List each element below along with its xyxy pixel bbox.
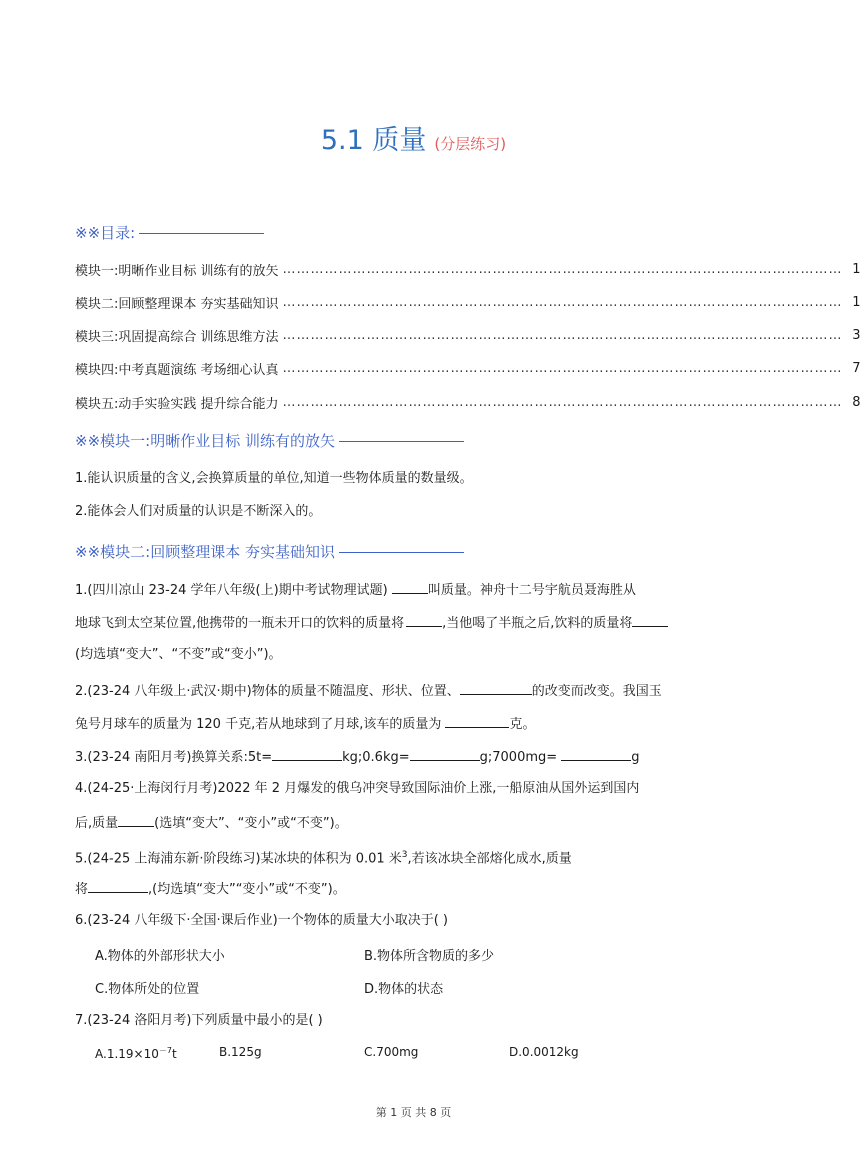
toc-leader-dots: …………………………………………………………………………………………………………: [282, 327, 843, 343]
question-2-line-2: [75, 713, 765, 735]
toc-leader-dots: …………………………………………………………………………………………………………: [282, 394, 843, 410]
q5-text: ,(均选填“变大”“变小”或“不变”)。: [148, 882, 346, 897]
q3-text: g: [631, 750, 640, 765]
q6-option-b[interactable]: B.物体所含物质的多少: [364, 949, 495, 964]
module1-heading-text: ※※模块一:明晰作业目标 训练有的放矢: [75, 432, 335, 450]
question-5-line-2: [75, 878, 765, 900]
toc-item-page: 7: [852, 360, 861, 376]
toc-item[interactable]: [75, 292, 861, 312]
q1-text: ,当他喝了半瓶之后,饮料的质量将: [442, 616, 633, 631]
toc-heading-text: ※※目录:: [75, 224, 136, 242]
q1-blank-2[interactable]: [406, 612, 442, 627]
toc-leader-dots: …………………………………………………………………………………………………………: [282, 294, 843, 310]
q4-blank[interactable]: [118, 812, 154, 827]
toc-heading: [75, 222, 264, 243]
toc-item[interactable]: [75, 392, 861, 412]
q5-text: 将: [75, 882, 89, 897]
question-1-line-2: [75, 612, 765, 634]
question-4-line-1: 4.(24-25·上海闵行月考)2022 年 2 月爆发的俄乌冲突导致国际油价上涨,一船原油从国外运到国内: [75, 781, 640, 796]
q5-blank[interactable]: [88, 878, 148, 893]
goal-2: 2.能体会人们对质量的认识是不断深入的。: [75, 504, 322, 519]
question-3: [75, 746, 765, 768]
title-subtitle: (分层练习): [434, 135, 507, 153]
question-1-line-3: (均选填“变大”、“不变”或“变小”)。: [75, 647, 282, 662]
module1-heading: [75, 430, 464, 451]
q7-option-a-exponent: －7: [158, 1046, 172, 1055]
question-6-stem: 6.(23-24 八年级下·全国·课后作业)一个物体的质量大小取决于( ): [75, 913, 448, 928]
q4-text: 后,质量: [75, 816, 119, 831]
question-4-line-2: [75, 812, 765, 834]
q3-blank-2[interactable]: [410, 746, 480, 761]
q3-blank-1[interactable]: [272, 746, 342, 761]
toc-item-label: 模块二:回顾整理课本 夯实基础知识: [75, 296, 279, 312]
q5-superscript: 3: [401, 850, 408, 860]
q2-text: 兔号月球车的质量为 120 千克,若从地球到了月球,该车的质量为: [75, 717, 442, 732]
q6-option-a[interactable]: A.物体的外部形状大小: [95, 949, 225, 964]
toc-item-label: 模块四:中考真题演练 考场细心认真: [75, 362, 279, 378]
question-1-line-1: [75, 579, 765, 601]
heading-rule: [339, 552, 464, 553]
toc-item-page: 1: [852, 261, 861, 277]
q7-option-a-unit: t: [171, 1047, 177, 1061]
toc-leader-dots: …………………………………………………………………………………………………………: [282, 261, 843, 277]
q1-text: 叫质量。神舟十二号宇航员聂海胜从: [427, 583, 636, 598]
question-2-line-1: [75, 680, 765, 702]
question-5-line-1: [75, 845, 765, 869]
q2-blank-1[interactable]: [460, 680, 532, 695]
toc-item[interactable]: [75, 325, 861, 345]
question-7-stem: 7.(23-24 洛阳月考)下列质量中最小的是( ): [75, 1013, 323, 1028]
q2-text: 2.(23-24 八年级上·武汉·期中)物体的质量不随温度、形状、位置、: [75, 684, 460, 699]
q3-text: 3.(23-24 南阳月考)换算关系:5t=: [75, 750, 273, 765]
q1-source: 1.(四川凉山 23-24 学年八年级(上)期中考试物理试题): [75, 583, 388, 598]
q1-blank-1[interactable]: [392, 579, 428, 594]
toc-item-page: 1: [852, 294, 861, 310]
toc-item[interactable]: [75, 358, 861, 378]
goal-1: 1.能认识质量的含义,会换算质量的单位,知道一些物体质量的数量级。: [75, 471, 473, 486]
q4-text: (选填“变大”、“变小”或“不变”)。: [154, 816, 348, 831]
q5-text: ,若该冰块全部熔化成水,质量: [407, 851, 572, 867]
toc-leader-dots: …………………………………………………………………………………………………………: [282, 360, 843, 376]
q3-blank-3[interactable]: [561, 746, 631, 761]
title-main: 5.1 质量: [320, 125, 427, 156]
q7-option-a-value: A.1.19×10: [95, 1047, 159, 1061]
module2-heading: [75, 541, 464, 562]
heading-rule: [139, 233, 264, 234]
q2-text: 的改变而改变。我国玉: [531, 684, 662, 699]
q2-blank-2[interactable]: [445, 713, 509, 728]
heading-rule: [339, 441, 464, 442]
toc-item-label: 模块五:动手实验实践 提升综合能力: [75, 396, 279, 412]
q1-blank-3[interactable]: [632, 612, 668, 627]
q7-option-d[interactable]: D.0.0012kg: [509, 1045, 579, 1059]
q3-text: kg;0.6kg=: [342, 750, 410, 765]
q7-option-b[interactable]: B.125g: [219, 1045, 262, 1059]
toc-item-page: 8: [852, 394, 861, 410]
q1-text: 地球飞到太空某位置,他携带的一瓶未开口的饮料的质量将: [75, 616, 405, 631]
q3-text: g;7000mg=: [479, 750, 558, 765]
toc-item[interactable]: [75, 259, 861, 279]
q6-option-d[interactable]: D.物体的状态: [364, 982, 444, 997]
page-footer: 第 1 页 共 8 页: [375, 1106, 452, 1119]
document-title: [0, 118, 827, 157]
q6-option-c[interactable]: C.物体所处的位置: [95, 982, 200, 997]
toc-item-label: 模块三:巩固提高综合 训练思维方法: [75, 329, 279, 345]
toc-item-label: 模块一:明晰作业目标 训练有的放矢: [75, 263, 279, 279]
toc-item-page: 3: [852, 327, 861, 343]
q7-option-a[interactable]: [95, 1045, 177, 1061]
module2-heading-text: ※※模块二:回顾整理课本 夯实基础知识: [75, 543, 335, 561]
q2-text: 克。: [509, 717, 536, 732]
q7-option-c[interactable]: C.700mg: [364, 1045, 419, 1059]
q5-text: 5.(24-25 上海浦东新·阶段练习)某冰块的体积为 0.01 米: [75, 851, 402, 867]
